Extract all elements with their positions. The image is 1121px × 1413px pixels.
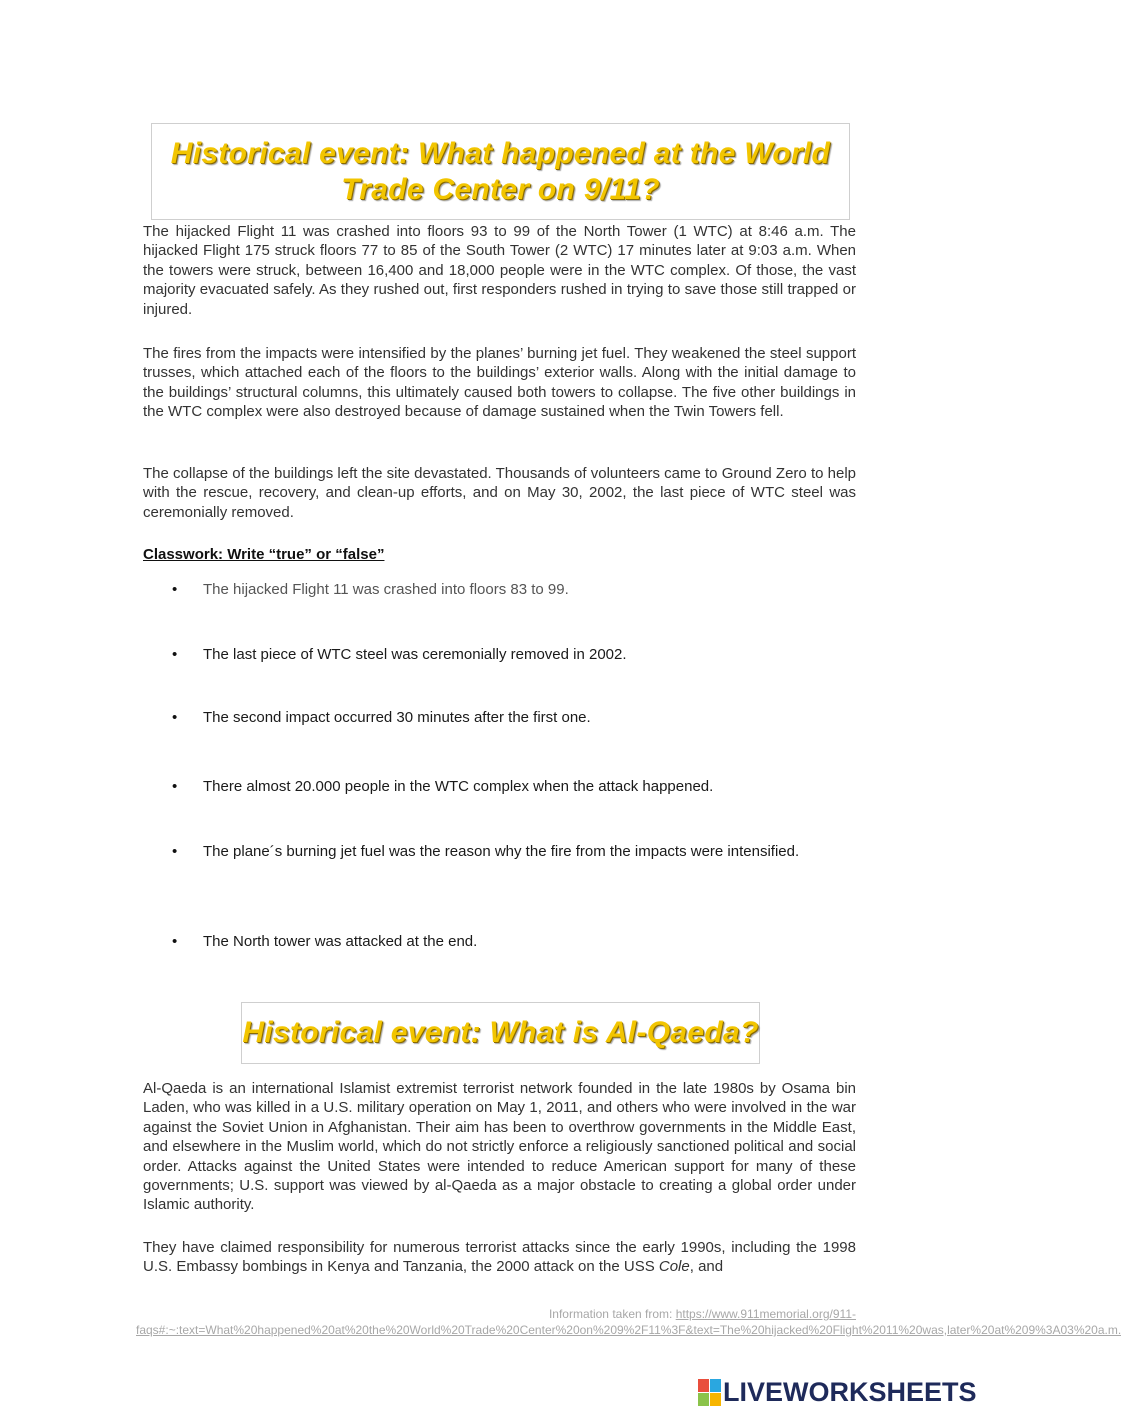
bullet-icon: • <box>172 646 178 663</box>
attacks-text-end: , and <box>689 1258 724 1276</box>
title-box-alqaeda <box>241 1002 760 1064</box>
source-link[interactable]: https://www.911memorial.org/911-faqs#:~:text=What%20happened%20at%20the%20World%20Trade%20Center%20on%209%2F11%3F&text=The%20hijacked%20Flight%2011%20was,later%20at%209%3A03%20a.m. <box>136 1307 1121 1337</box>
source-prefix: Information taken from: <box>548 1307 676 1321</box>
paragraph-alqaeda-attacks <box>143 1238 856 1277</box>
classwork-item-text: The second impact occurred 30 minutes after the first one. <box>203 709 591 726</box>
classwork-item <box>172 932 812 951</box>
paragraph-alqaeda-definition: Al-Qaeda is an international Islamist extremist terrorist network founded in the late 1980s by Osama bin Laden, who was killed in a U.S. military operation on May 1, 2011, and others who were involved in the war against the Soviet Union in Afghanistan. Their aim has been to overthrow governments in the Middle East, and elsewhere in the Muslim world, which do not strictly enforce a religiously sanctioned political and social order. Attacks against the United States were intended to reduce American support for many of these governments; U.S. support was viewed by al-Qaeda as a major obstacle to creating a global order under Islamic authority. <box>143 1080 856 1214</box>
source-citation <box>136 1306 1121 1338</box>
classwork-item <box>172 708 812 727</box>
paragraph-wtc-collapse: The collapse of the buildings left the site devastated. Thousands of volunteers came to Ground Zero to help with the rescue, recovery, and clean-up efforts, and on May 30, 2002, the last piece of WTC steel was ceremonially removed. <box>143 465 856 521</box>
bullet-icon: • <box>172 581 178 598</box>
ship-name: Cole <box>658 1258 690 1276</box>
paragraph-wtc-impacts: The hijacked Flight 11 was crashed into floors 93 to 99 of the North Tower (1 WTC) at 8:46 a.m. The hijacked Flight 175 struck floors 77 to 85 of the South Tower (2 WTC) 17 minutes later at 9:03 a.m. When the towers were struck, between 16,400 and 18,000 people were in the WTC complex. Of those, the vast majority evacuated safely. As they rushed out, first responders rushed in trying to save those still trapped or injured. <box>143 223 856 318</box>
classwork-item <box>172 777 812 796</box>
classwork-item-text: The last piece of WTC steel was ceremonially removed in 2002. <box>203 646 627 663</box>
classwork-item <box>172 580 812 599</box>
classwork-heading: Classwork: Write “true” or “false” <box>143 546 385 563</box>
attacks-text: They have claimed responsibility for numerous terrorist attacks since the early 1990s, including the 1998 U.S. Embassy bombings in Kenya and Tanzania, the 2000 attack on the USS <box>143 1239 856 1276</box>
classwork-item <box>172 842 812 861</box>
classwork-item-text: The plane´s burning jet fuel was the reason why the fire from the impacts were intensified. <box>203 843 800 860</box>
liveworksheets-brand: LIVEWORKSHEETS <box>723 1376 977 1407</box>
bullet-icon: • <box>172 709 178 726</box>
bullet-icon: • <box>172 843 178 860</box>
classwork-item-text: The North tower was attacked at the end. <box>203 933 478 950</box>
section-title-wtc: Historical event: What happened at the World Trade Center on 9/11? <box>170 136 831 206</box>
liveworksheets-logo-icon <box>698 1379 720 1405</box>
classwork-item-text: There almost 20.000 people in the WTC complex when the attack happened. <box>203 778 714 795</box>
section-title-alqaeda: Historical event: What is Al-Qaeda? <box>242 1016 759 1049</box>
classwork-item <box>172 645 812 664</box>
bullet-icon: • <box>172 933 178 950</box>
title-box-wtc <box>151 123 850 220</box>
bullet-icon: • <box>172 778 178 795</box>
paragraph-wtc-fires: The fires from the impacts were intensified by the planes’ burning jet fuel. They weakened the steel support trusses, which attached each of the floors to the buildings’ exterior walls. Along with the initial damage to the buildings’ structural columns, this ultimately caused both towers to collapse. The five other buildings in the WTC complex were also destroyed because of damage sustained when the Twin Towers fell. <box>143 345 856 421</box>
liveworksheets-logo[interactable] <box>698 1377 977 1407</box>
classwork-item-text: The hijacked Flight 11 was crashed into floors 83 to 99. <box>203 581 569 598</box>
